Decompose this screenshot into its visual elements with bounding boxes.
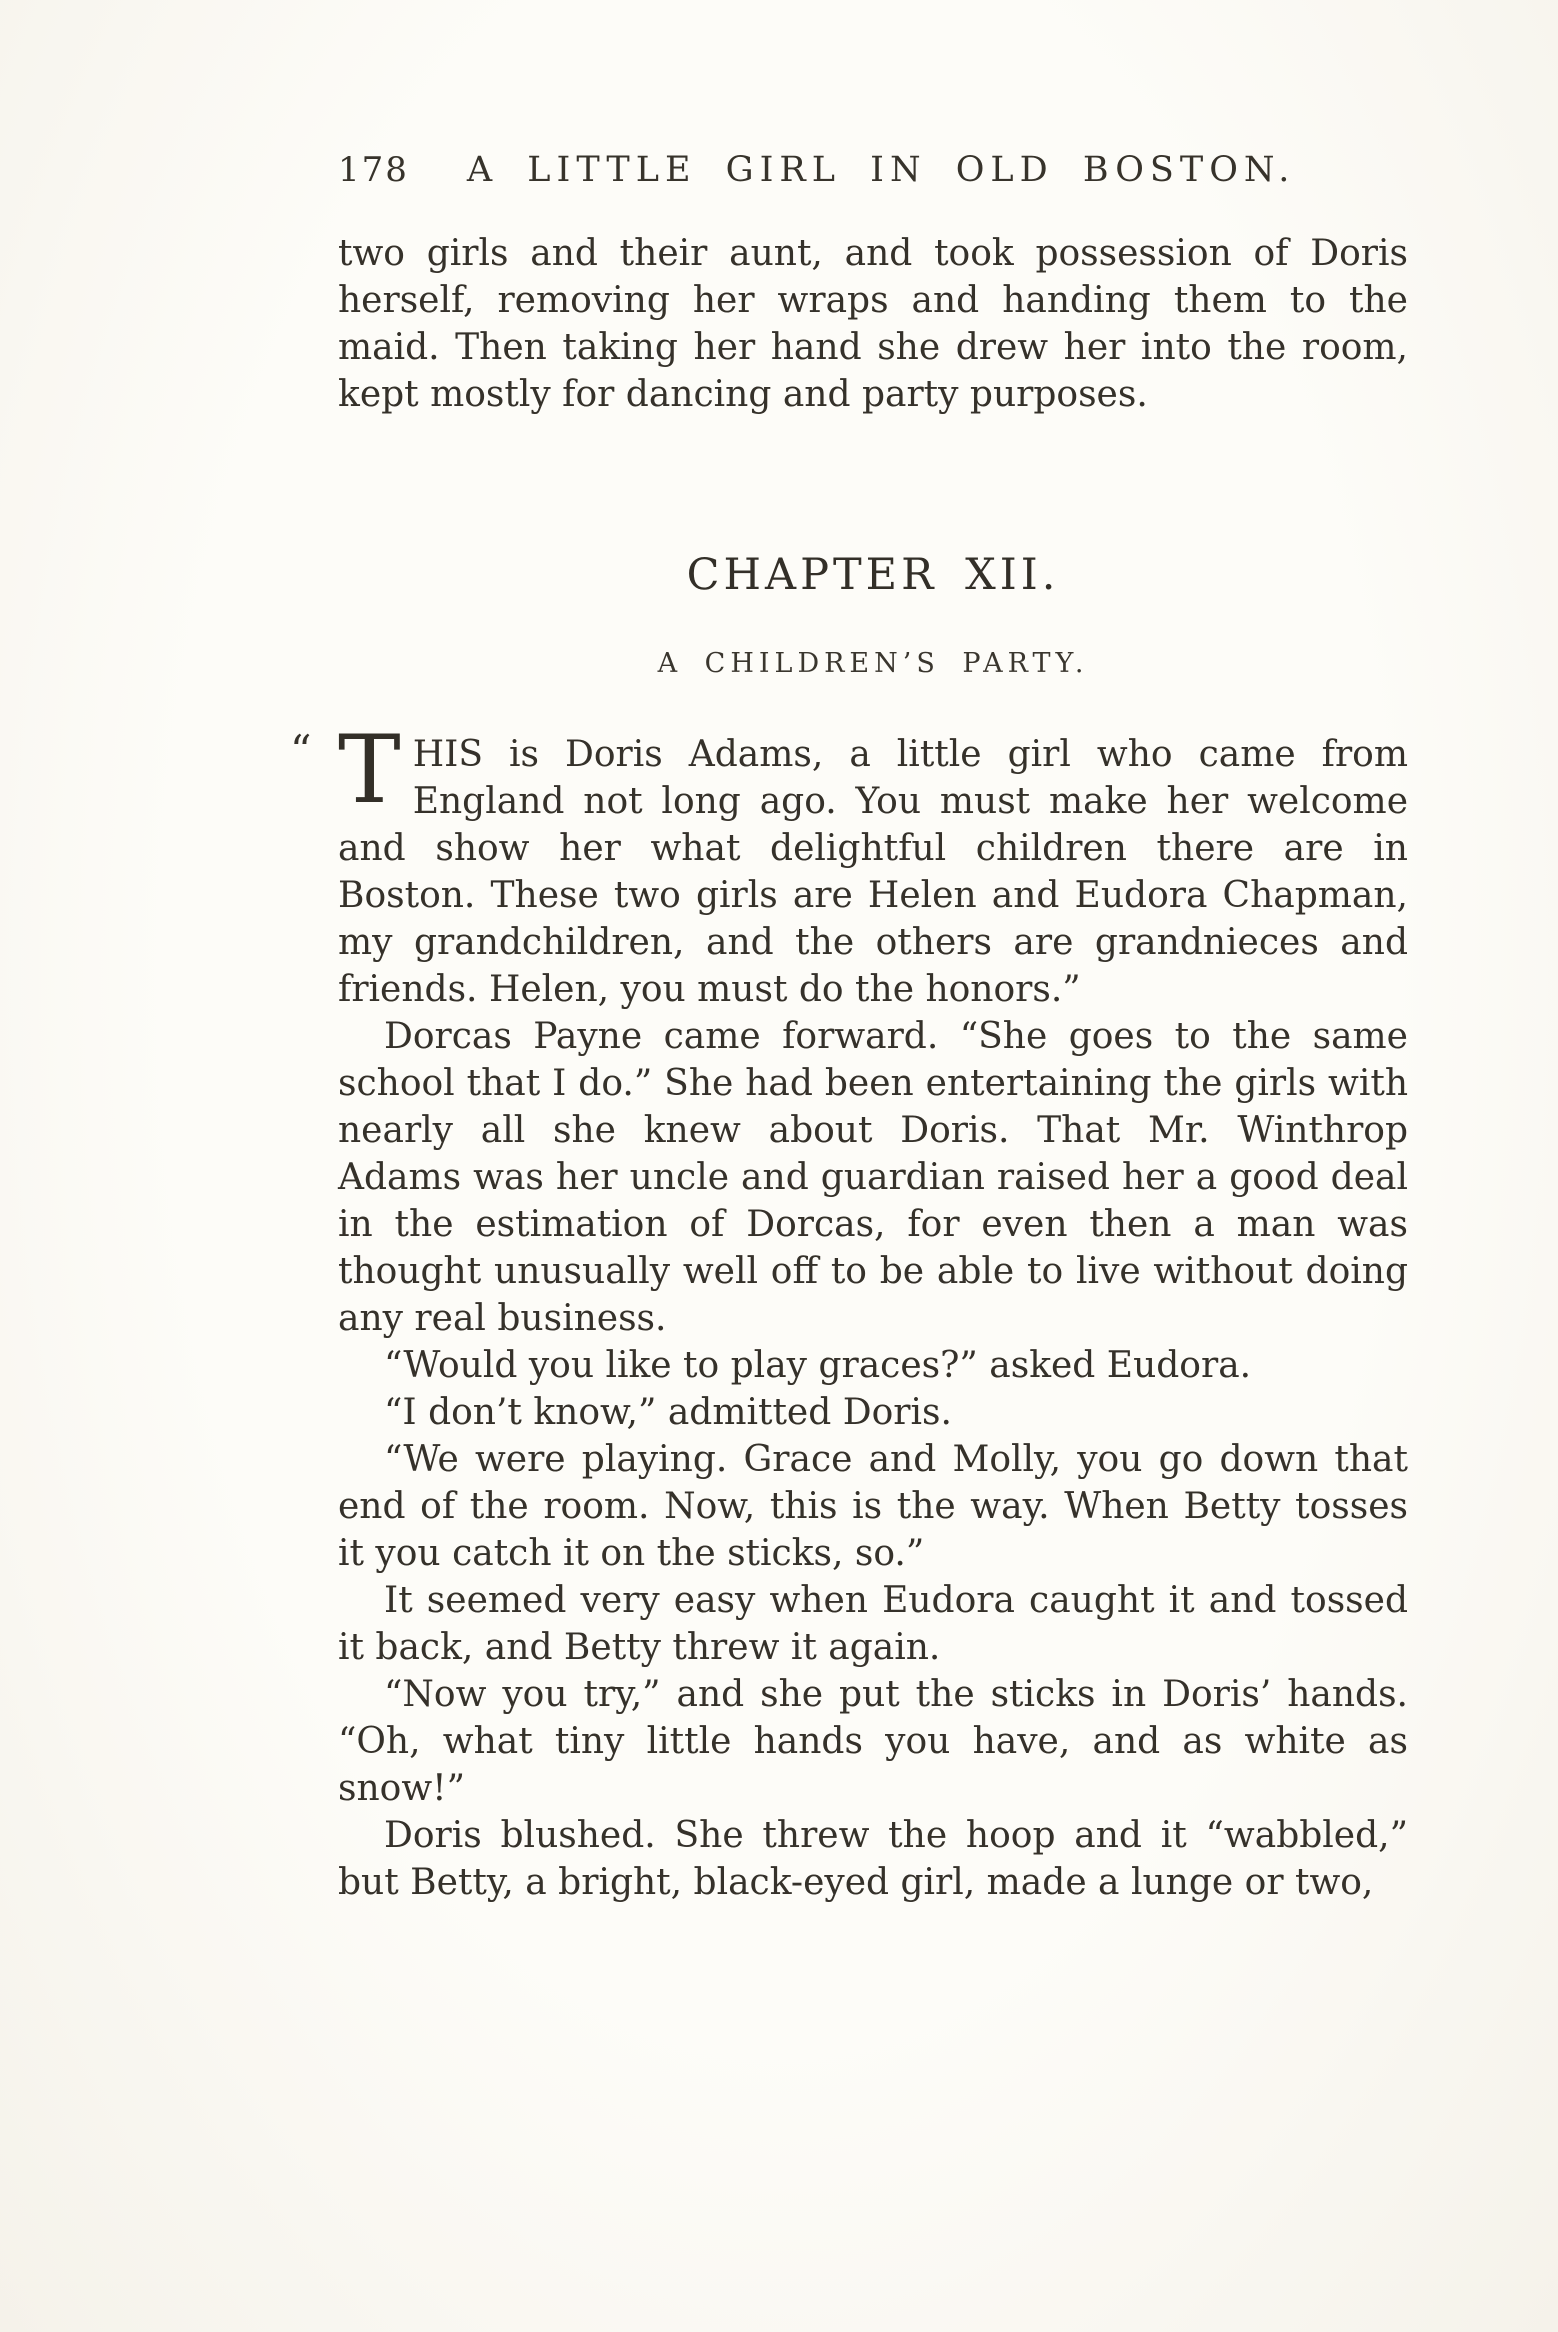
paragraph-opening xyxy=(290,716,1408,1013)
running-title: A LITTLE GIRL IN OLD BOSTON. xyxy=(466,150,1296,190)
paragraph-would-you-like: “Would you like to play graces?” asked Eudora. xyxy=(384,1345,1252,1386)
paragraph-doris-blushed: Doris blushed. She threw the hoop and it “wabbled,” but Betty, a bright, black-eyed girl, made a lunge or two, xyxy=(338,1815,1408,1903)
opening-paragraph-text: HIS is Doris Adams, a little girl who came from England not long ago. You must make her welcome and show her what delightful children there are in Boston. These two girls are Helen and Eudora Chapman, my grandchildren, and the others are grandnieces and friends. Helen, you must do the honors.” xyxy=(338,734,1408,1010)
chapter-subheading: A CHILDREN’S PARTY. xyxy=(657,648,1089,679)
paragraph-i-dont-know: “I don’t know,” admitted Doris. xyxy=(384,1392,952,1433)
paragraph-we-were-playing: “We were playing. Grace and Molly, you go down that end of the room. Now, this is the way. When Betty tosses it you catch it on the sticks, so.” xyxy=(338,1439,1408,1574)
paragraph-it-seemed-easy: It seemed very easy when Eudora caught it and tossed it back, and Betty threw it again. xyxy=(338,1580,1408,1668)
page-number: 178 xyxy=(338,150,409,190)
opening-quote-mark: “ xyxy=(290,726,312,775)
paragraph-continuation: two girls and their aunt, and took possession of Doris herself, removing her wraps and handing them to the maid. Then taking her hand she drew her into the room, kept mostly for dancing and party purposes. xyxy=(338,233,1408,415)
dropcap-letter: T xyxy=(338,716,401,825)
paragraph-dorcas: Dorcas Payne came forward. “She goes to the same school that I do.” She had been entertaining the girls with nearly all she knew about Doris. That Mr. Winthrop Adams was her uncle and guardian raised her a good deal in the estimation of Dorcas, for even then a man was thought unusually well off to be able to live without doing any real business. xyxy=(338,1016,1408,1339)
page-header xyxy=(338,150,1408,190)
chapter-heading: CHAPTER XII. xyxy=(686,550,1060,600)
paragraph-now-you-try: “Now you try,” and she put the sticks in Doris’ hands. “Oh, what tiny little hands you have, and as white as snow!” xyxy=(338,1674,1408,1809)
text-column xyxy=(290,150,1408,1906)
